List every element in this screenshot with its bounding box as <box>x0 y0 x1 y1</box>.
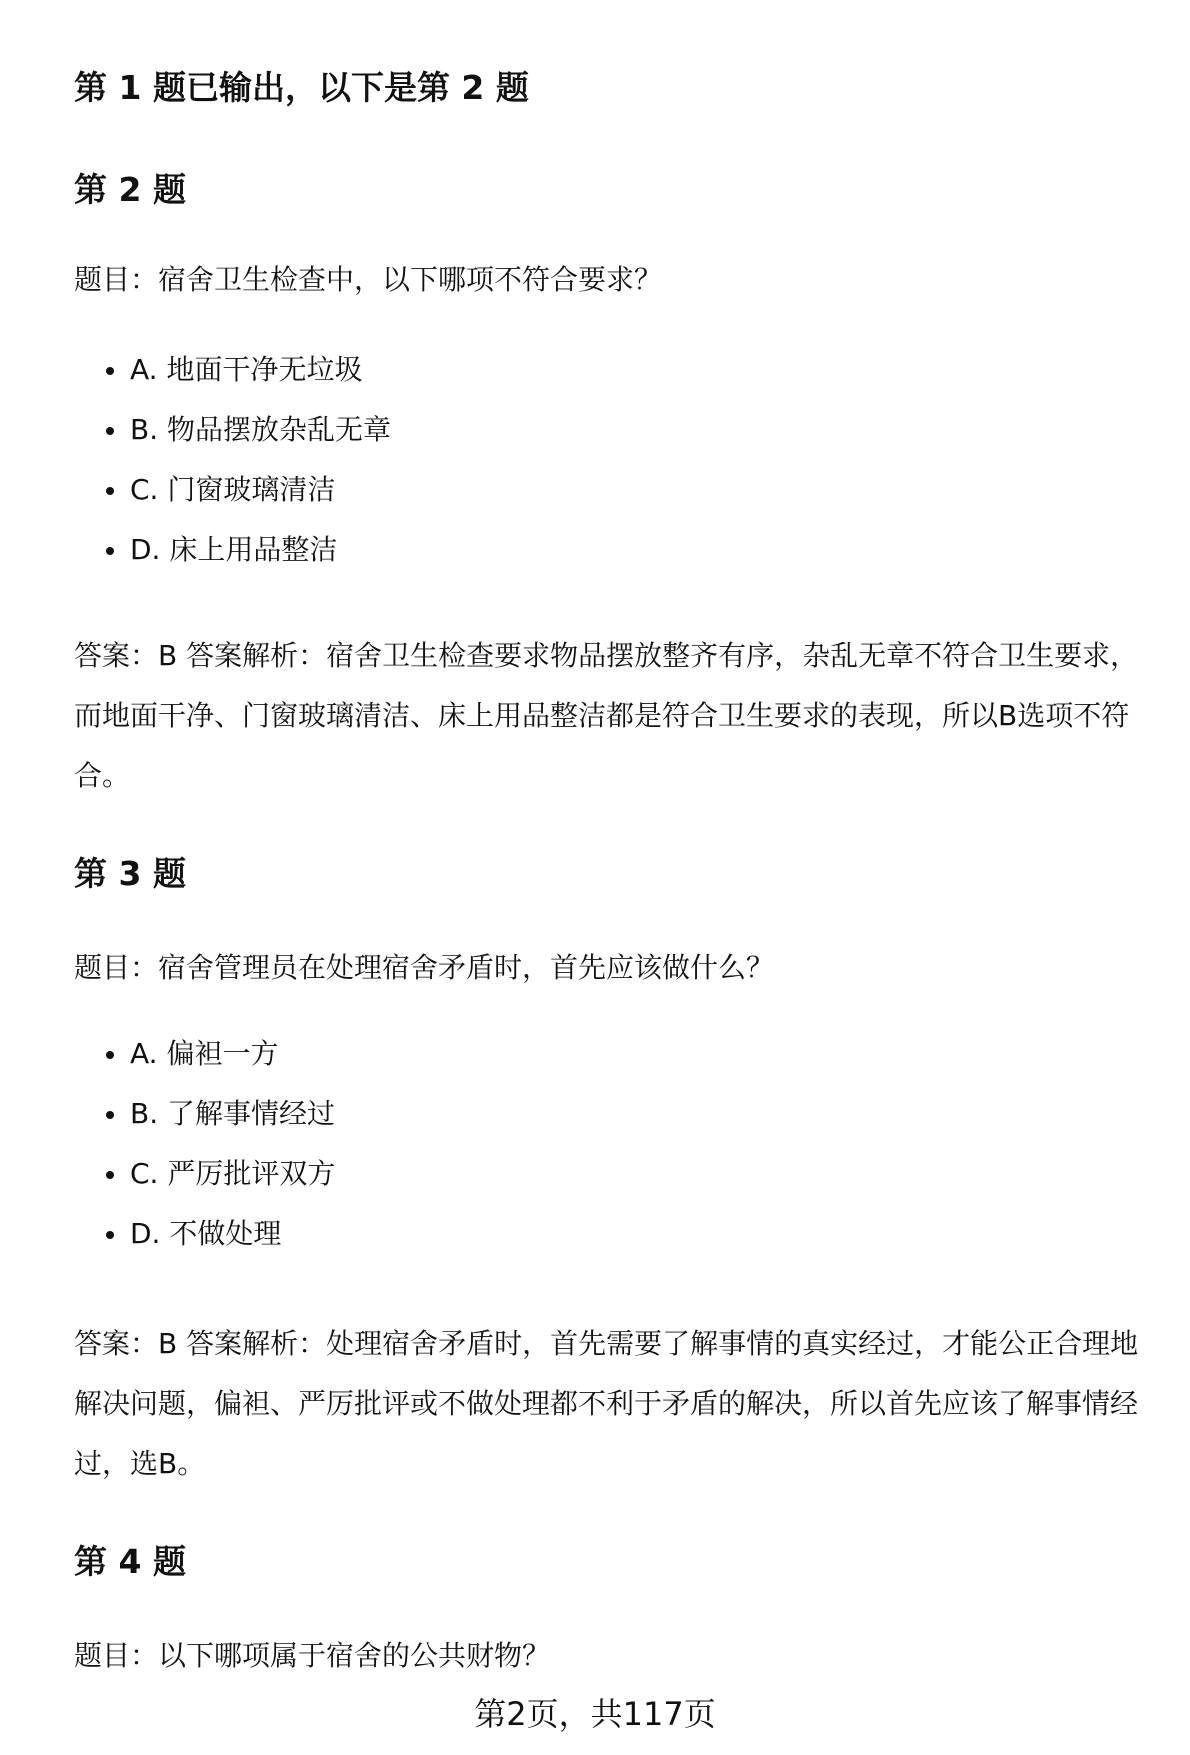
option-a <box>74 1024 335 1084</box>
bullet-icon <box>106 1231 114 1239</box>
option-label: B. 物品摆放杂乱无章 <box>130 413 392 446</box>
bullet-icon <box>106 487 114 495</box>
option-b <box>74 400 391 460</box>
question-4-heading: 第 4 题 <box>74 1542 186 1581</box>
question-2-answer: 答案：B 答案解析：宿舍卫生检查要求物品摆放整齐有序，杂乱无章不符合卫生要求，而地面干净、门窗玻璃清洁、床上用品整洁都是符合卫生要求的表现，所以B选项不符合。 <box>74 639 1139 792</box>
option-label: B. 了解事情经过 <box>130 1097 336 1130</box>
bullet-icon <box>106 1051 114 1059</box>
question-3-answer: 答案：B 答案解析：处理宿舍矛盾时，首先需要了解事情的真实经过，才能公正合理地解决问题，偏袒、严厉批评或不做处理都不利于矛盾的解决，所以首先应该了解事情经过，选B。 <box>74 1327 1139 1480</box>
option-b <box>74 1084 335 1144</box>
question-2-options <box>74 340 391 580</box>
question-3-heading: 第 3 题 <box>74 854 186 893</box>
option-label: C. 严厉批评双方 <box>130 1157 336 1190</box>
page-number-footer: 第2页，共117页 <box>474 1695 716 1733</box>
option-c <box>74 1144 335 1204</box>
option-d <box>74 1204 335 1264</box>
option-label: D. 床上用品整洁 <box>130 533 338 566</box>
bullet-icon <box>106 1171 114 1179</box>
option-label: A. 偏袒一方 <box>130 1037 279 1070</box>
option-label: A. 地面干净无垃圾 <box>130 353 363 386</box>
option-label: D. 不做处理 <box>130 1217 282 1250</box>
question-3-options <box>74 1024 335 1264</box>
question-4-text: 题目：以下哪项属于宿舍的公共财物？ <box>74 1639 551 1672</box>
option-label: C. 门窗玻璃清洁 <box>130 473 336 506</box>
question-3-text: 题目：宿舍管理员在处理宿舍矛盾时，首先应该做什么？ <box>74 951 775 984</box>
question-2-text: 题目：宿舍卫生检查中，以下哪项不符合要求？ <box>74 263 663 296</box>
bullet-icon <box>106 427 114 435</box>
question-2-heading: 第 2 题 <box>74 170 186 209</box>
intro-heading: 第 1 题已输出，以下是第 2 题 <box>74 68 529 107</box>
bullet-icon <box>106 367 114 375</box>
option-c <box>74 460 391 520</box>
option-a <box>74 340 391 400</box>
option-d <box>74 520 391 580</box>
bullet-icon <box>106 1111 114 1119</box>
bullet-icon <box>106 547 114 555</box>
